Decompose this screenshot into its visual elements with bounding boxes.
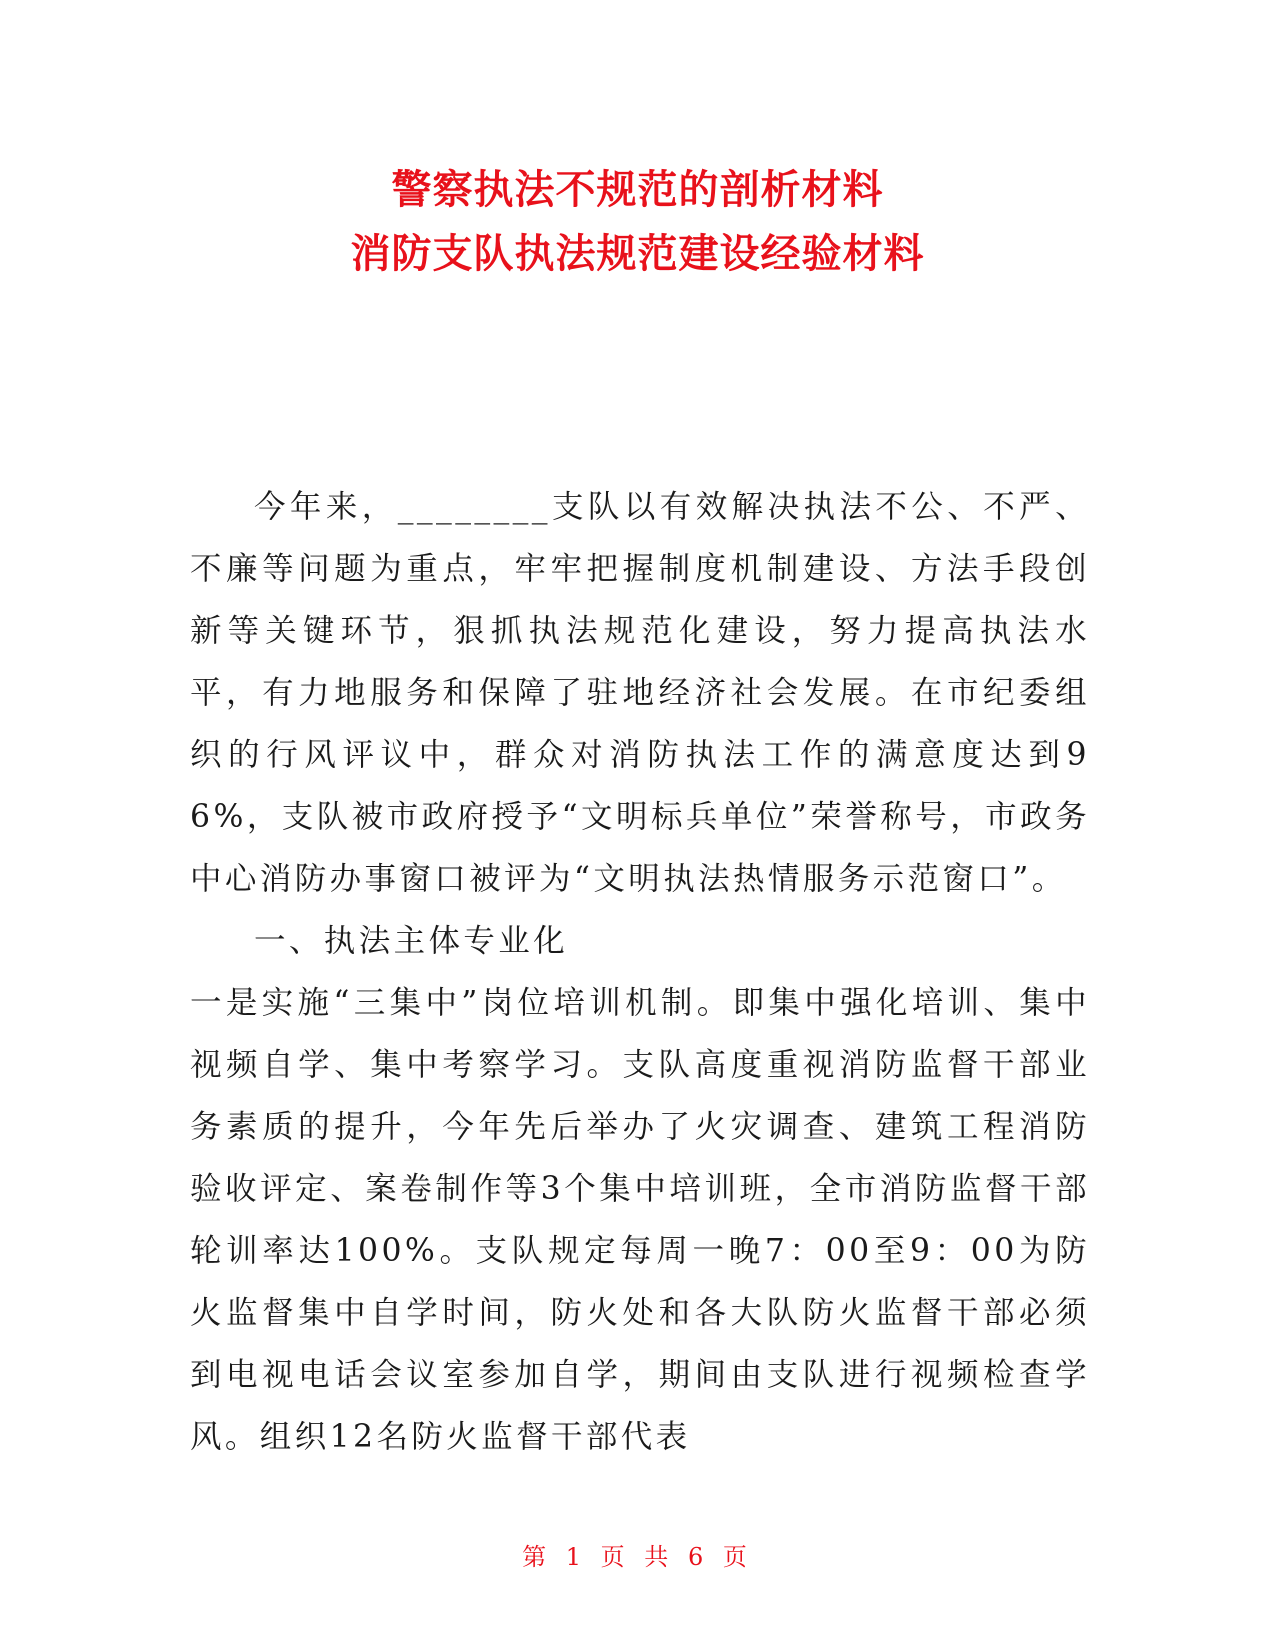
section-heading: 一、执法主体专业化 — [254, 923, 569, 959]
document-body — [190, 476, 1090, 1468]
document-title — [0, 158, 1275, 286]
body-paragraph: 一是实施“三集中”岗位培训机制。即集中强化培训、集中视频自学、集中考察学习。支队高度重视消防监督干部业务素质的提升，今年先后举办了火灾调查、建筑工程消防验收评定、案卷制作等3个集中培训班，全市消防监督干部轮训率达100%。支队规定每周一晚7：00至9：00为防火监督集中自学时间，防火处和各大队防火监督干部必须到电视电话会议室参加自学，期间由支队进行视频检查学风。组织12名防火监督干部代表 — [190, 985, 1090, 1455]
title-line-2: 消防支队执法规范建设经验材料 — [350, 231, 925, 277]
title-line-1: 警察执法不规范的剖析材料 — [391, 167, 884, 213]
page-number-footer: 第 1 页 共 6 页 — [522, 1543, 753, 1571]
intro-paragraph: 今年来，________支队以有效解决执法不公、不严、不廉等问题为重点，牢牢把握制度机制建设、方法手段创新等关键环节，狠抓执法规范化建设，努力提高执法水平，有力地服务和保障了驻地经济社会发展。在市纪委组织的行风评议中，群众对消防执法工作的满意度达到96%，支队被市政府授予“文明标兵单位”荣誉称号，市政务中心消防办事窗口被评为“文明执法热情服务示范窗口”。 — [190, 489, 1090, 897]
